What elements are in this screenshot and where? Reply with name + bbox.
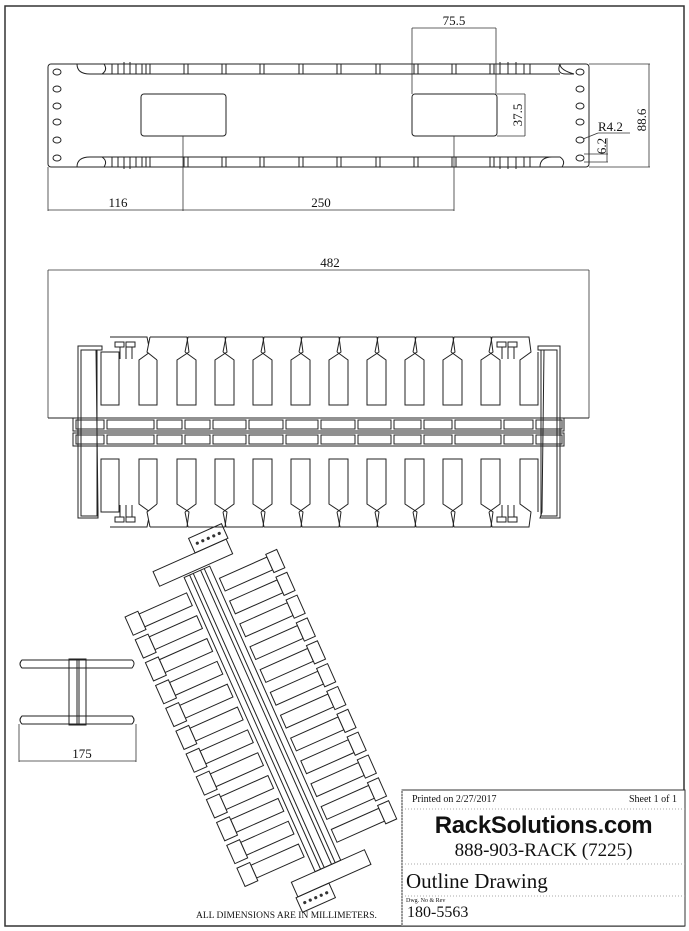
right-cutout <box>412 94 497 136</box>
left-mount-holes <box>53 69 61 161</box>
top-view <box>48 13 650 211</box>
dim-75-5 <box>412 13 496 94</box>
side-view <box>19 659 136 762</box>
units-note: ALL DIMENSIONS ARE IN MILLIMETERS. <box>196 911 377 921</box>
dim-116-250 <box>48 136 454 211</box>
dim-r4-2 <box>583 119 630 139</box>
dim-175 <box>19 724 136 762</box>
svg-text:6.2: 6.2 <box>594 137 609 155</box>
title-block <box>402 790 685 926</box>
right-mount-holes <box>576 69 584 161</box>
isometric-view <box>106 507 415 929</box>
svg-text:482: 482 <box>320 255 340 270</box>
svg-text:175: 175 <box>72 746 92 761</box>
svg-text:R4.2: R4.2 <box>598 119 623 134</box>
svg-text:88.6: 88.6 <box>634 108 649 132</box>
drawing-title: Outline Drawing <box>406 869 548 893</box>
svg-text:116: 116 <box>108 195 128 210</box>
sheet-number: Sheet 1 of 1 <box>628 794 677 805</box>
dim-6-2 <box>584 138 609 162</box>
svg-text:37.5: 37.5 <box>510 103 525 127</box>
front-view <box>48 255 589 527</box>
dim-37-5 <box>497 94 525 136</box>
svg-text:250: 250 <box>311 195 331 210</box>
center-bars <box>73 418 564 446</box>
drawing-number-label: Dwg. No & Rev <box>406 898 446 904</box>
left-cutout <box>141 94 226 136</box>
company-phone: 888-903-RACK (7225) <box>454 840 633 861</box>
lower-fingers <box>101 459 538 527</box>
printed-date: Printed on 2/27/2017 <box>412 794 497 805</box>
company-name: RackSolutions.com <box>434 812 653 839</box>
svg-text:75.5: 75.5 <box>442 13 466 28</box>
upper-fingers <box>101 337 538 405</box>
drawing-number: 180-5563 <box>407 904 469 921</box>
